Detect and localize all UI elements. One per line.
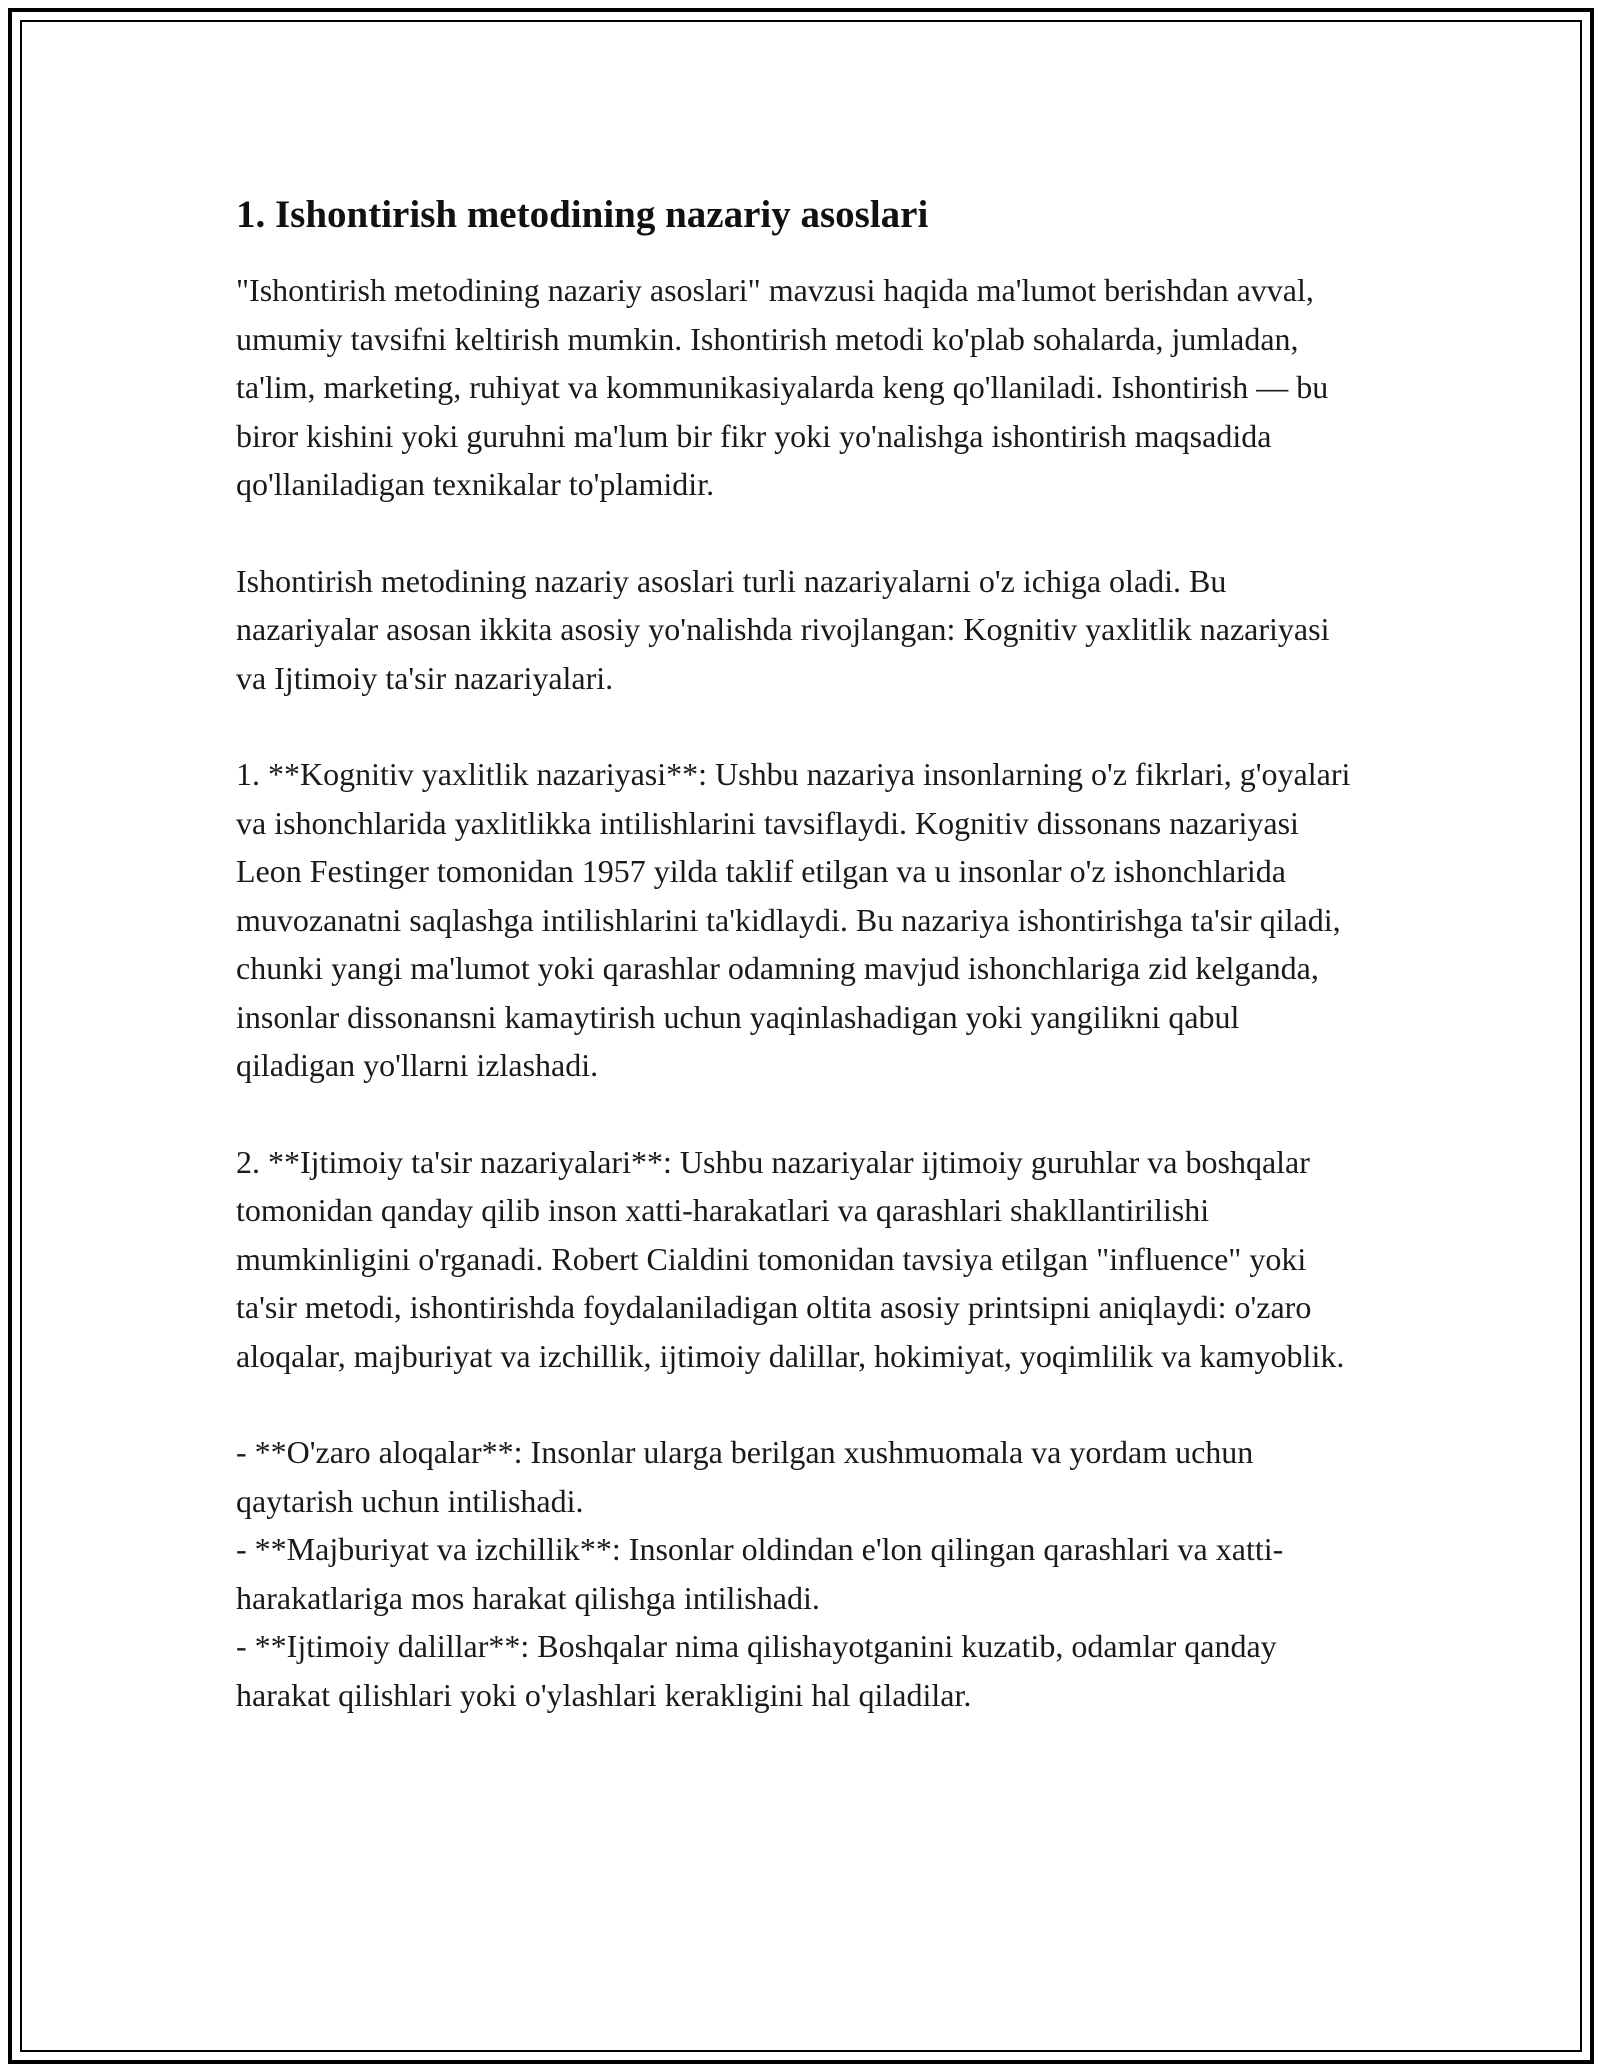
list-item-social-proof: - **Ijtimoiy dalillar**: Boshqalar nima qilishayotganini kuzatib, odamlar qanday harakat qilishlari yoki o'ylashlari kerakligini hal qiladilar. [236,1628,1277,1713]
list-item-reciprocity: - **O'zaro aloqalar**: Insonlar ularga berilgan xushmuomala va yordam uchun qaytarish uchun intilishadi. [236,1434,1254,1519]
intro-paragraph: "Ishontirish metodining nazariy asoslari" mavzusi haqida ma'lumot berishdan avval, umumiy tavsifni keltirish mumkin. Ishontirish metodi ko'plab sohalarda, jumladan, ta'lim, marketing, ruhiyat va kommunikasiyalarda keng qo'llaniladi. Ishontirish — bu biror kishini yoki guruhni ma'lum bir fikr yoki yo'nalishga ishontirish maqsadida qo'llaniladigan texnikalar to'plamidir. [236,272,1329,502]
principles-list [236,1428,1366,1719]
theories-overview-paragraph: Ishontirish metodining nazariy asoslari turli nazariyalarni o'z ichiga oladi. Bu nazariyalar asosan ikkita asosiy yo'nalishda rivojlangan: Kognitiv yaxlitlik nazariyasi va Ijtimoiy ta'sir nazariyalari. [236,562,1330,696]
document-body [236,186,1366,1719]
section-heading: 1. Ishontirish metodining nazariy asoslari [236,193,929,236]
cognitive-consistency-paragraph: 1. **Kognitiv yaxlitlik nazariyasi**: Ushbu nazariya insonlarning o'z fikrlari, g'oyalari va ishonchlarida yaxlitlikka intilishlarini tavsiflaydi. Kognitiv dissonans nazariyasi Leon Festinger tomonidan 1957 yilda taklif etilgan va u insonlar o'z ishonchlarida muvozanatni saqlashga intilishlarini ta'kidlaydi. Bu nazariya ishontirishga ta'sir qiladi, chunki yangi ma'lumot yoki qarashlar odamning mavjud ishonchlariga zid kelganda, insonlar dissonansni kamaytirish uchun yaqinlashadigan yoki yangilikni qabul qiladigan yo'llarni izlashadi. [236,756,1351,1083]
list-item-commitment: - **Majburiyat va izchillik**: Insonlar oldindan e'lon qilingan qarashlari va xatti-harakatlariga mos harakat qilishga intilishadi. [236,1531,1284,1616]
social-influence-paragraph: 2. **Ijtimoiy ta'sir nazariyalari**: Ushbu nazariyalar ijtimoiy guruhlar va boshqalar tomonidan qanday qilib inson xatti-harakatlari va qarashlari shakllantirilishi mumkinligini o'rganadi. Robert Cialdini tomonidan tavsiya etilgan "influence" yoki ta'sir metodi, ishontirishda foydalaniladigan oltita asosiy printsipni aniqlaydi: o'zaro aloqalar, majburiyat va izchillik, ijtimoiy dalillar, hokimiyat, yoqimlilik va kamyoblik. [236,1143,1345,1374]
